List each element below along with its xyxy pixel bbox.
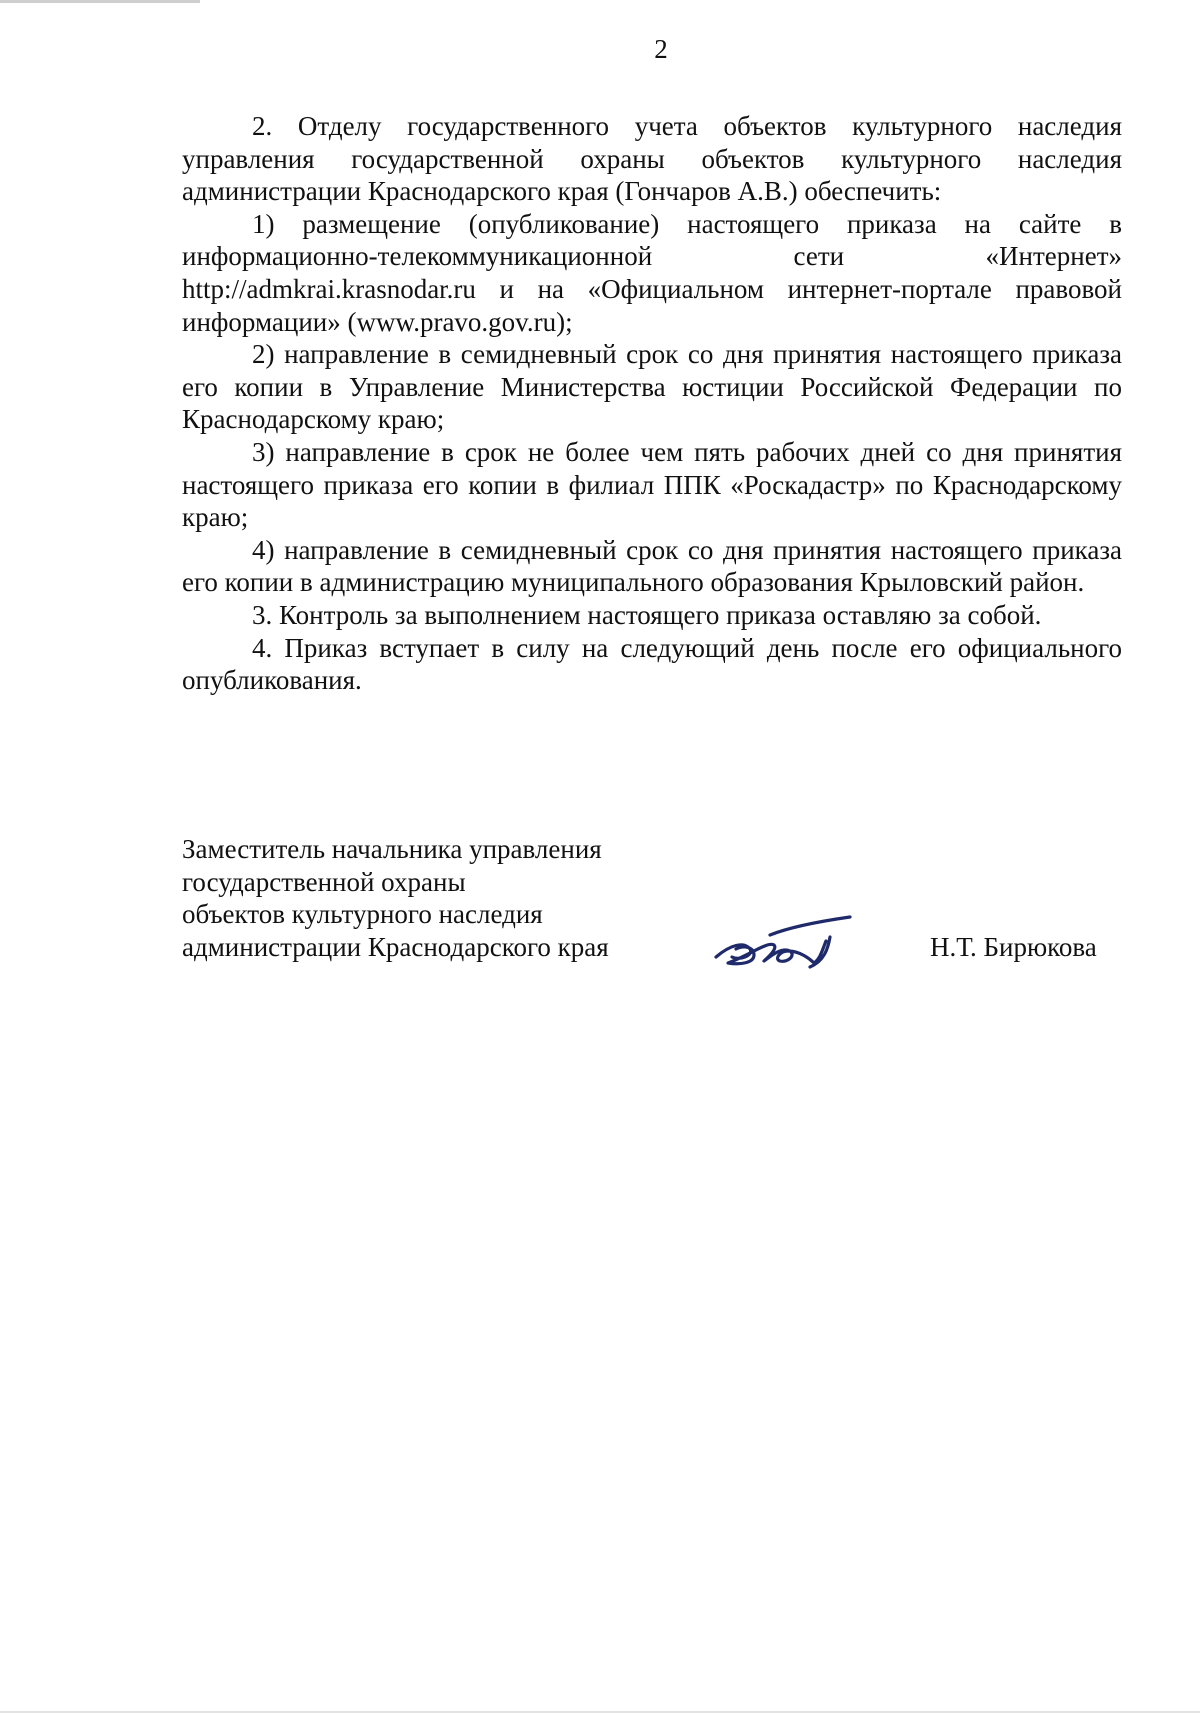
paragraph-2-1: 1) размещение (опубликование) настоящего приказа на сайте в информационно-телекоммуникационной сети «Интернет» http://admkrai.krasnodar.ru и на «Официальном интернет-портале правовой информации» (www.pravo.gov.ru);	[182, 208, 1122, 337]
paragraph-3: 3. Контроль за выполнением настоящего приказа оставляю за собой.	[252, 599, 1042, 630]
order-body	[182, 110, 1122, 697]
paragraph-2-3: 3) направление в срок не более чем пять рабочих дней со дня принятия настоящего приказа его копии в филиал ППК «Роскадастр» по Краснодарскому краю;	[182, 436, 1122, 533]
scan-edge-top	[0, 0, 200, 3]
signer-name: Н.Т. Бирюкова	[930, 932, 1097, 962]
position-line: объектов культурного наследия	[182, 899, 543, 930]
position-line: администрации Краснодарского края	[182, 931, 609, 962]
page-number: 2	[654, 34, 668, 64]
signatory-position	[182, 833, 609, 963]
paragraph-2-4: 4) направление в семидневный срок со дня принятия настоящего приказа его копии в администрацию муниципального образования Крыловский район.	[182, 534, 1122, 598]
handwritten-signature	[710, 905, 870, 975]
position-line: государственной охраны	[182, 866, 466, 897]
paragraph-2-2: 2) направление в семидневный срок со дня принятия настоящего приказа его копии в Управление Министерства юстиции Российской Федерации по Краснодарскому краю;	[182, 339, 1122, 435]
position-line: Заместитель начальника управления	[182, 834, 602, 864]
paragraph-4: 4. Приказ вступает в силу на следующий день после его официального опубликования.	[182, 632, 1122, 696]
paragraph-2: 2. Отделу государственного учета объектов культурного наследия управления государственной охраны объектов культурного наследия администрации Краснодарского края (Гончаров А.В.) обеспечить:	[182, 111, 1122, 207]
